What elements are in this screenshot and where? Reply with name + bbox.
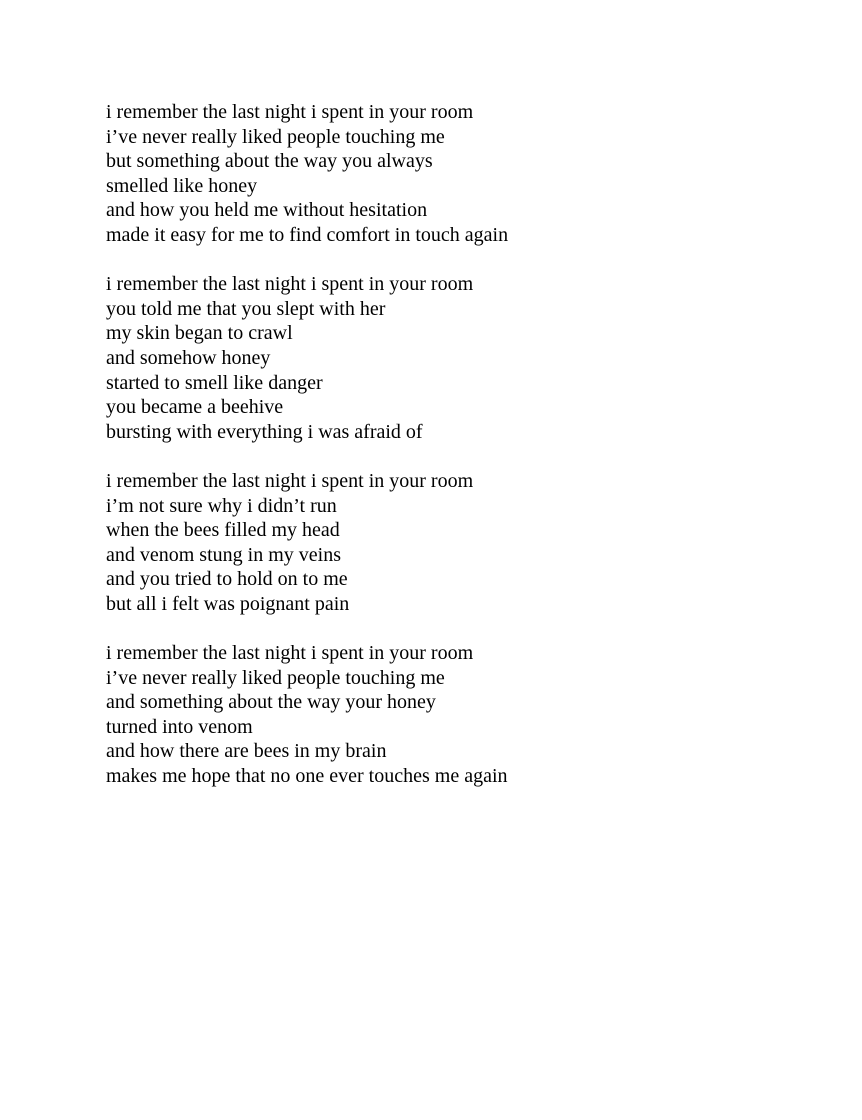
poem-line: and something about the way your honey [106,691,436,714]
poem-line: when the bees filled my head [106,519,340,542]
poem-line: i’m not sure why i didn’t run [106,494,337,517]
stanza-1 [106,100,806,248]
poem-line: i remember the last night i spent in your room [106,642,474,665]
poem-line: started to smell like danger [106,371,323,394]
poem-line: but something about the way you always [106,150,433,173]
poem-line: i remember the last night i spent in your room [106,101,474,123]
poem-line: bursting with everything i was afraid of [106,420,423,443]
poem-line: but all i felt was poignant pain [106,592,350,615]
poem-line: made it easy for me to find comfort in touch again [106,223,509,246]
poem-line: i’ve never really liked people touching me [106,666,445,689]
poem-line: smelled like honey [106,174,258,197]
stanza-3 [106,469,806,617]
poem-line: and how you held me without hesitation [106,199,428,222]
poem-line: and you tried to hold on to me [106,568,348,591]
poem-line: you told me that you slept with her [106,297,386,320]
poem-line: and venom stung in my veins [106,543,341,566]
poem-line: you became a beehive [106,396,284,419]
poem-line: i remember the last night i spent in your room [106,469,474,492]
poem-line: and somehow honey [106,346,271,369]
stanza-4 [106,641,806,789]
poem-line: i remember the last night i spent in your room [106,273,474,296]
poem-line: turned into venom [106,715,253,738]
poem-line: makes me hope that no one ever touches me again [106,765,508,788]
poem-line: i’ve never really liked people touching me [106,125,445,148]
stanza-2 [106,272,806,444]
poem-line: and how there are bees in my brain [106,740,387,763]
poem-line: my skin began to crawl [106,322,293,345]
poem-body [106,100,806,813]
